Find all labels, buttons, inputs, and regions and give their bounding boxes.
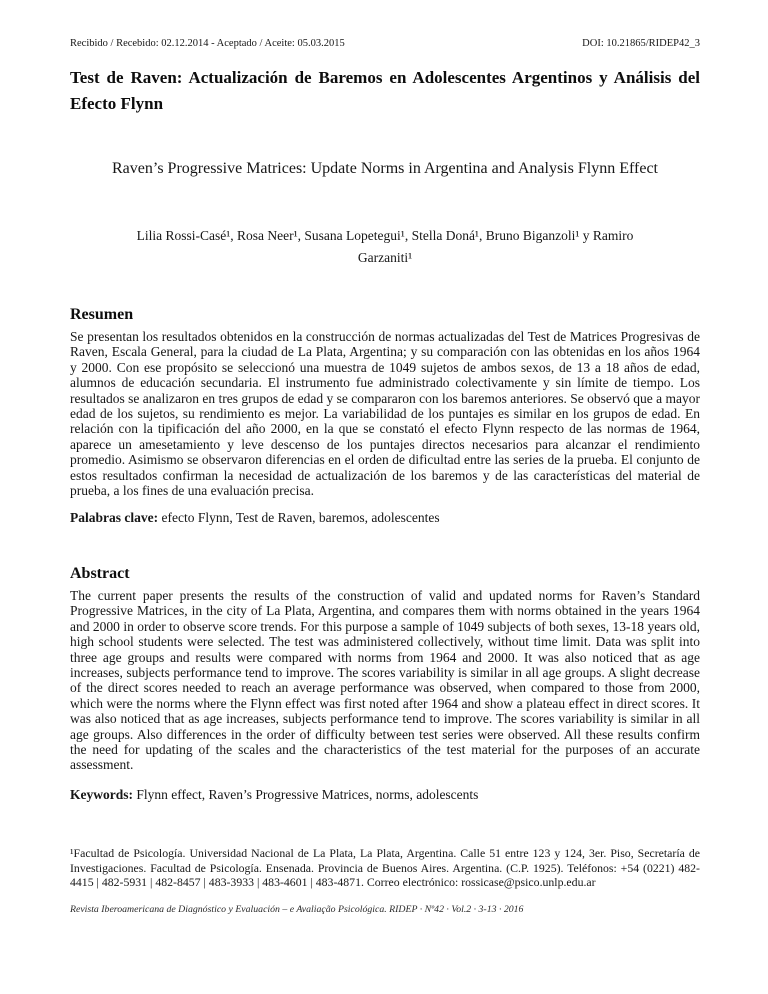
resumen-heading: Resumen <box>70 306 134 323</box>
authors <box>70 225 700 269</box>
title-english: Raven’s Progressive Matrices: Update Norms in Argentina and Analysis Flynn Effect <box>112 160 658 177</box>
abstract-text: The current paper presents the results of the construction of valid and updated norms for Raven’s Standard Progressive Matrices, in the city of La Plata, Argentina, and compares them with norms obtained in the years 1964 and 2000 in order to observe score trends. For this purpose a sample of 1049 subjects of both sexes, 13-18 years old, high school students were selected. The test was administered collectively, without time limit. Data was split into three age groups and results were compared with norms from 1964 and 2000. It was also noticed that as age increases, subjects performance tend to improve. The scores variability is similar in all age groups. A slight decrease of the direct scores needed to reach an average performance was observed, when compared to those from 2000, which were the norms where the Flynn effect was first noted after 1964 and show a plateau effect in direct scores. It was also noticed that as age increases, subjects performance tend to improve. The scores variability is similar in all age groups. Also differences in the order of difficulty between test series were observed. All these results confirm the need for updating of the scales and the characteristics of the test material for the purposes of an accurate assessment. <box>70 587 700 773</box>
authors-line-2: Garzaniti¹ <box>357 250 413 265</box>
resumen-text: Se presentan los resultados obtenidos en la construcción de normas actualizadas del Test de Matrices Progresivas de Raven, Escala General, para la ciudad de La Plata, Argentina; y su comparación con las obtenidas en los años 1964 y 2000. Con ese propósito se seleccionó una muestra de 1049 sujetos de ambos sexos, de 13 a 18 años de edad, alumnos de educación secundaria. El instrumento fue administrado colectivamente y sin límite de tiempo. Los resultados se analizaron en tres grupos de edad y se compararon con los baremos anteriores. Se observó que a mayor edad de los sujetos, su rendimiento es mejor. La variabilidad de los puntajes es similar en los grupos de edad. En relación con la tipificación del año 2000, en la que se constató el efecto Flynn respecto de las normas de 1964, aparece un amesetamiento y leve descenso de los puntajes directos necesarios para alcanzar el rendimiento promedio. Asimismo se observaron diferencias en el orden de dificultad entre las series de la prueba. El conjunto de estos resultados confirman la necesidad de actualización de los baremos y de las características del material de prueba, a los fines de una evaluación precisa. <box>70 329 700 499</box>
palabras-clave <box>70 510 700 525</box>
keywords-text: Flynn effect, Raven’s Progressive Matrices, norms, adolescents <box>136 786 479 802</box>
palabras-clave-label: Palabras clave: <box>70 510 159 526</box>
abstract-heading: Abstract <box>70 564 130 582</box>
affiliation-footnote: ¹Facultad de Psicología. Universidad Nacional de La Plata, La Plata, Argentina. Calle 51 entre 123 y 124, 3er. Piso, Secretaría de Investigaciones. Facultad de Psicología. Ensenada. Provincia de Buenos Aires. Argentina. (C.P. 1925). Teléfonos: +54 (0221) 482-4415 | 482-5931 | 482-8457 | 483-3933 | 483-4601 | 483-4871. Correo electrónico: rossicase@psico.unlp.edu.ar <box>70 846 700 890</box>
title-spanish: Test de Raven: Actualización de Baremos en Adolescentes Argentinos y Análisis del Efecto Flynn <box>70 68 700 113</box>
keywords-label: Keywords: <box>70 786 133 802</box>
header-meta <box>70 38 700 49</box>
keywords <box>70 787 700 802</box>
authors-line-1: Lilia Rossi-Casé¹, Rosa Neer¹, Susana Lopetegui¹, Stella Doná¹, Bruno Biganzoli¹ y Ramiro <box>136 228 634 243</box>
palabras-clave-text: efecto Flynn, Test de Raven, baremos, adolescentes <box>161 510 440 526</box>
doi-label: DOI: 10.21865/RIDEP42_3 <box>582 38 700 49</box>
received-accepted-dates: Recibido / Recebido: 02.12.2014 - Aceptado / Aceite: 05.03.2015 <box>70 38 345 49</box>
journal-footer: Revista Iberoamericana de Diagnóstico y Evaluación – e Avaliação Psicológica. RIDEP · Nº42 · Vol.2 · 3-13 · 2016 <box>70 903 524 915</box>
